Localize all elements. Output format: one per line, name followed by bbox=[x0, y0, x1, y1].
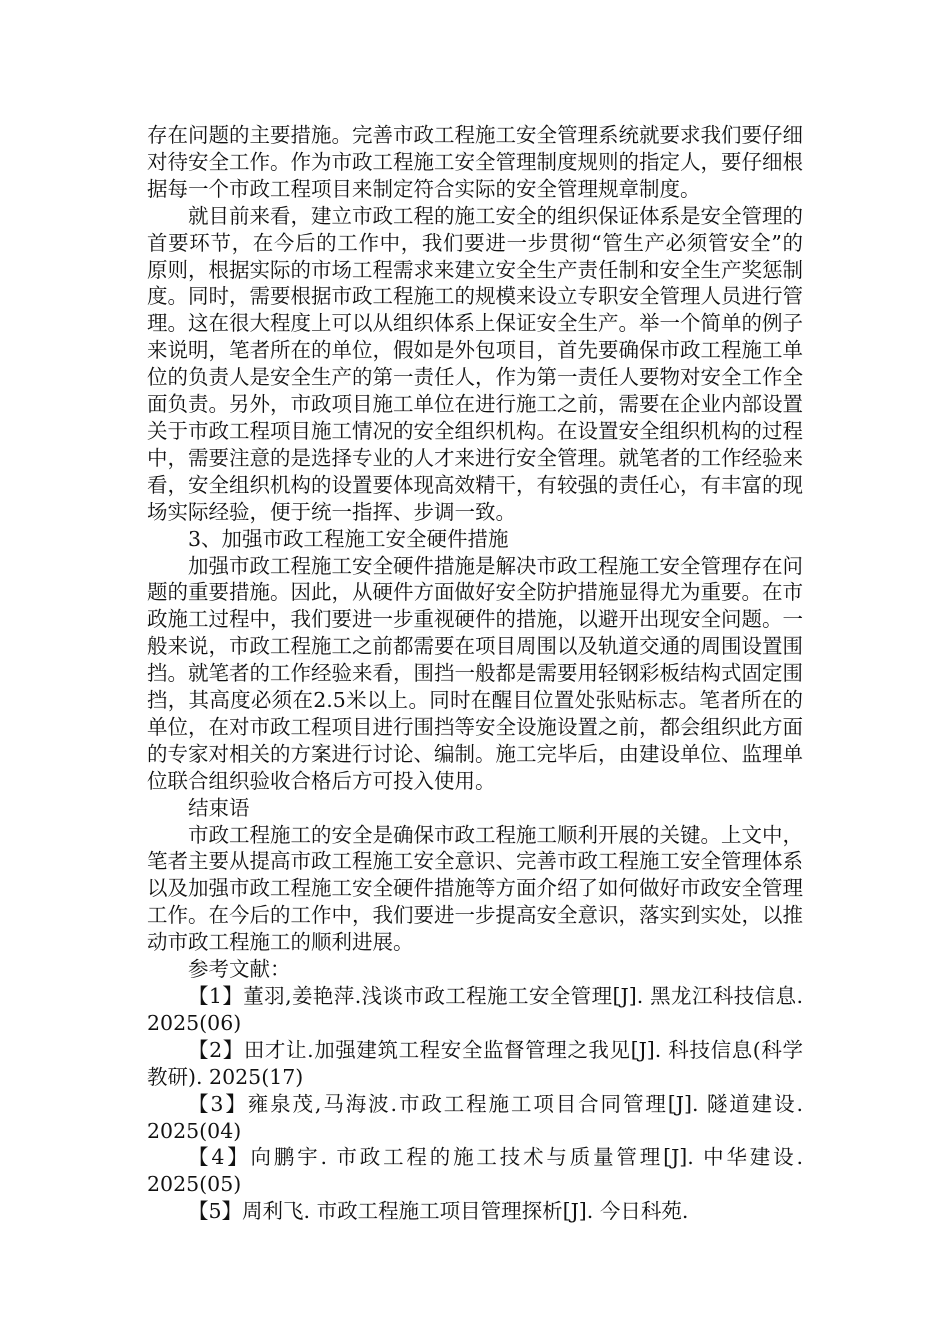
reference-item: 【5】周利飞. 市政工程施工项目管理探析[J]. 今日科苑. bbox=[188, 1199, 689, 1224]
section-heading-hardware-measures: 3、加强市政工程施工安全硬件措施 bbox=[188, 526, 509, 551]
section-heading-conclusion: 结束语 bbox=[188, 795, 250, 820]
reference-item: 【4】向鹏宇. 市政工程的施工技术与质量管理[J]. 中华建设. 2025(05) bbox=[147, 1145, 803, 1197]
paragraph-organization-system: 就目前来看，建立市政工程的施工安全的组织保证体系是安全管理的首要环节，在今后的工作中，我们要进一步贯彻“管生产必须管安全”的原则，根据实际的市场工程需求来建立安全生产责任制和安全生产奖惩制度。同时，需要根据市政工程施工的规模来设立专职安全管理人员进行管理。这在很大程度上可以从组织体系上保证安全生产。举一个简单的例子来说明，笔者所在的单位，假如是外包项目，首先要确保市政工程施工单位的负责人是安全生产的第一责任人，作为第一责任人要物对安全工作全面负责。另外，市政项目施工单位在进行施工之前，需要在企业内部设置关于市政工程项目施工情况的安全组织机构。在设置安全组织机构的过程中，需要注意的是选择专业的人才来进行安全管理。就笔者的工作经验来看，安全组织机构的设置要体现高效精干，有较强的责任心，有丰富的现场实际经验，便于统一指挥、步调一致。 bbox=[147, 203, 803, 524]
paragraph-intro-continuation: 存在问题的主要措施。完善市政工程施工安全管理系统就要求我们要仔细对待安全工作。作为市政工程施工安全管理制度规则的指定人，要仔细根据每一个市政工程项目来制定符合实际的安全管理规章制度。 bbox=[147, 123, 803, 201]
reference-item: 【3】雍泉茂,马海波.市政工程施工项目合同管理[J]. 隧道建设. 2025(04) bbox=[147, 1091, 803, 1143]
reference-item: 【2】田才让.加强建筑工程安全监督管理之我见[J]. 科技信息(科学教研). 2025(17) bbox=[147, 1037, 803, 1089]
paragraph-hardware-measures: 加强市政工程施工安全硬件措施是解决市政工程施工安全管理存在问题的重要措施。因此，从硬件方面做好安全防护措施显得尤为重要。在市政施工过程中，我们要进一步重视硬件的措施，以避开出现安全问题。一般来说，市政工程施工之前都需要在项目周围以及轨道交通的周围设置围挡。就笔者的工作经验来看，围挡一般都是需要用轻钢彩板结构式固定围挡，其高度必须在2.5米以上。同时在醒目位置处张贴标志。笔者所在的单位，在对市政工程项目进行围挡等安全设施设置之前，都会组织此方面的专家对相关的方案进行讨论、编制。施工完毕后，由建设单位、监理单位联合组织验收合格后方可投入使用。 bbox=[147, 553, 803, 793]
section-heading-references: 参考文献： bbox=[188, 957, 291, 982]
document-page bbox=[147, 122, 803, 1225]
paragraph-conclusion: 市政工程施工的安全是确保市政工程施工顺利开展的关键。上文中，笔者主要从提高市政工程施工安全意识、完善市政工程施工安全管理体系以及加强市政工程施工安全硬件措施等方面介绍了如何做好市政安全管理工作。在今后的工作中，我们要进一步提高安全意识，落实到实处，以推动市政工程施工的顺利进展。 bbox=[147, 822, 803, 955]
reference-item: 【1】董羽,姜艳萍.浅谈市政工程施工安全管理[J]. 黑龙江科技信息. 2025(06) bbox=[147, 984, 803, 1035]
